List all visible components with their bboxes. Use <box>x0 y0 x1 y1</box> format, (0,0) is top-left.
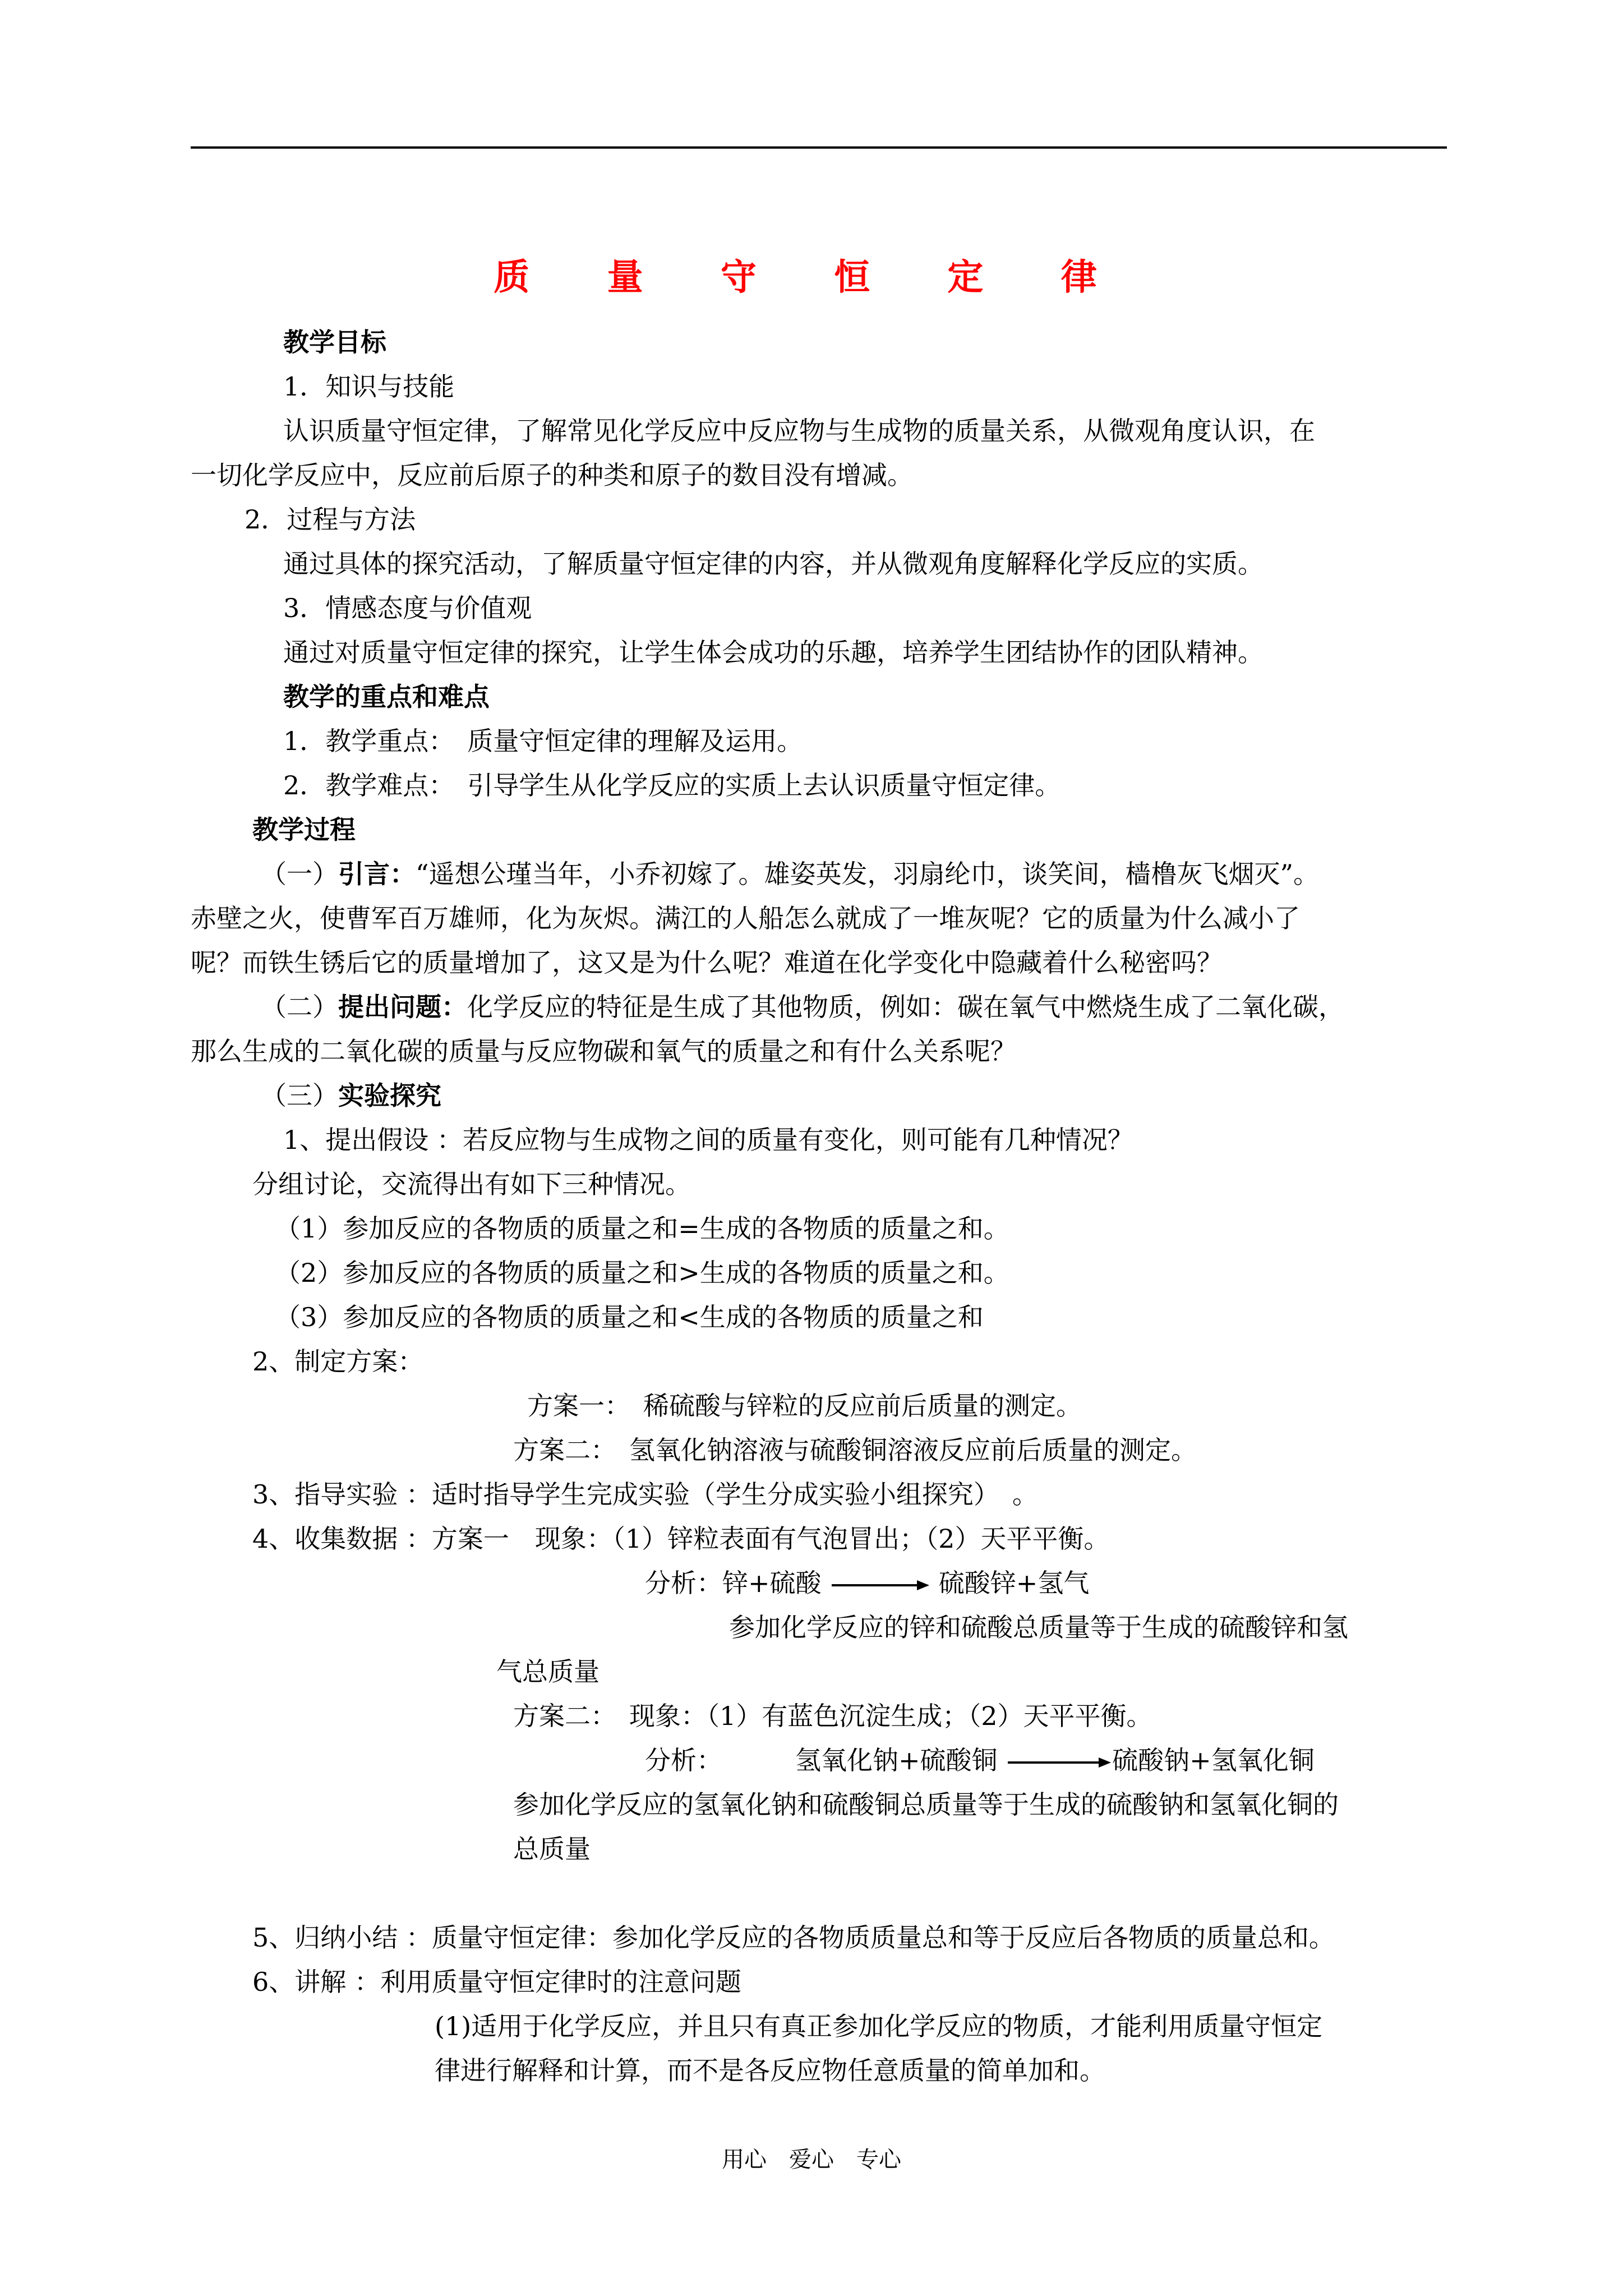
process-method-heading: 2．过程与方法 <box>245 504 416 535</box>
header-rule <box>191 146 1447 149</box>
intro-text-1: “遥想公瑾当年，小乔初嫁了。雄姿英发，羽扇纶巾，谈笑间，樯橹灰飞烟灭”。 <box>416 859 1320 889</box>
knowledge-text-2: 一切化学反应中，反应前后原子的种类和原子的数目没有增减。 <box>191 460 913 490</box>
process-method-text: 通过具体的探究活动，了解质量守恒定律的内容，并从微观角度解释化学反应的实质。 <box>283 549 1264 579</box>
note-1-line-2: 律进行解释和计算，而不是各反应物任意质量的简单加和。 <box>435 2055 1105 2086</box>
page-footer: 用心 爱心 专心 <box>722 2147 901 2173</box>
plan-1: 方案一： 稀硫酸与锌粒的反应前后质量的测定。 <box>527 1391 1082 1421</box>
analysis-2 <box>645 1743 1315 1777</box>
process-heading: 教学过程 <box>252 815 356 845</box>
explain: 6、讲解 ：利用质量守恒定律时的注意问题 <box>252 1967 741 1997</box>
case-3: （3）参加反应的各物质的质量之和<生成的各物质的质量之和 <box>275 1302 984 1332</box>
page-title: 质 量 守 恒 定 律 <box>494 256 1129 298</box>
intro-line-3: 呢？而铁生锈后它的质量增加了，这又是为什么呢？难道在化学变化中隐藏着什么秘密吗？ <box>191 947 1223 978</box>
intro-line-2: 赤壁之火，使曹军百万雄师，化为灰烬。满江的人船怎么就成了一堆灰呢？它的质量为什么减小了 <box>191 903 1300 933</box>
experiment-label: （三） <box>261 1080 338 1111</box>
question-bold: 提出问题： <box>338 992 467 1022</box>
analysis-2-text-2: 总质量 <box>513 1834 591 1864</box>
plan-2: 方案二： 氢氧化钠溶液与硫酸铜溶液反应前后质量的测定。 <box>513 1435 1197 1465</box>
knowledge-text-1: 认识质量守恒定律，了解常见化学反应中反应物与生成物的质量关系，从微观角度认识，在 <box>283 416 1315 446</box>
plan-2-phenomenon: 方案二： 现象：（1）有蓝色沉淀生成；（2）天平平衡。 <box>513 1701 1152 1731</box>
reaction-arrow-icon <box>829 1579 930 1592</box>
case-2: （2）参加反应的各物质的质量之和>生成的各物质的质量之和。 <box>275 1258 1009 1288</box>
analysis-2-reactants: 氢氧化钠+硫酸铜 <box>795 1745 998 1775</box>
analysis-2-label: 分析： <box>645 1745 722 1775</box>
summary: 5、归纳小结 ：质量守恒定律：参加化学反应的各物质质量总和等于反应后各物质的质量总和。 <box>252 1922 1335 1953</box>
analysis-1 <box>645 1566 1089 1600</box>
attitude-heading: 3．情感态度与价值观 <box>283 593 532 623</box>
question-text-1: 化学反应的特征是生成了其他物质，例如：碳在氧气中燃烧生成了二氧化碳， <box>467 992 1344 1022</box>
case-1: （1）参加反应的各物质的质量之和=生成的各物质的质量之和。 <box>275 1213 1009 1244</box>
intro-line-1 <box>261 857 1319 891</box>
analysis-1-label: 分析：锌+硫酸 <box>645 1568 822 1598</box>
key-point-difficulty: 2．教学难点： 引导学生从化学反应的实质上去认识质量守恒定律。 <box>283 770 1061 800</box>
objectives-heading: 教学目标 <box>283 327 386 357</box>
key-point-focus: 1．教学重点： 质量守恒定律的理解及运用。 <box>283 726 803 756</box>
analysis-2-product: 硫酸钠+氢氧化铜 <box>1112 1745 1315 1775</box>
note-1-line-1: (1)适用于化学反应，并且只有真正参加化学反应的物质，才能利用质量守恒定 <box>435 2011 1323 2041</box>
question-line-1 <box>261 990 1344 1024</box>
experiment-heading <box>261 1079 441 1112</box>
reaction-arrow-icon <box>1006 1756 1112 1769</box>
discussion: 分组讨论，交流得出有如下三种情况。 <box>252 1169 691 1199</box>
analysis-1-product: 硫酸锌+氢气 <box>938 1568 1090 1598</box>
experiment-bold: 实验探究 <box>338 1080 441 1111</box>
analysis-1-text-1: 参加化学反应的锌和硫酸总质量等于生成的硫酸锌和氢 <box>729 1612 1348 1642</box>
knowledge-heading: 1．知识与技能 <box>283 371 455 402</box>
intro-label: （一） <box>261 859 338 889</box>
key-points-heading: 教学的重点和难点 <box>283 682 490 712</box>
analysis-1-text-2: 气总质量 <box>496 1657 600 1687</box>
analysis-2-text-1: 参加化学反应的氢氧化钠和硫酸铜总质量等于生成的硫酸钠和氢氧化铜的 <box>513 1789 1339 1820</box>
question-label: （二） <box>261 992 338 1022</box>
attitude-text: 通过对质量守恒定律的探究，让学生体会成功的乐趣，培养学生团结协作的团队精神。 <box>283 637 1264 668</box>
hypothesis: 1、提出假设 ：若反应物与生成物之间的质量有变化，则可能有几种情况？ <box>283 1125 1133 1155</box>
question-line-2: 那么生成的二氧化碳的质量与反应物碳和氧气的质量之和有什么关系呢？ <box>191 1036 1016 1066</box>
intro-bold: 引言： <box>338 859 416 889</box>
guide-experiment: 3、指导实验 ：适时指导学生完成实验（学生分成实验小组探究） 。 <box>252 1479 1038 1510</box>
plan-heading: 2、制定方案： <box>252 1346 424 1377</box>
collect-data: 4、收集数据 ：方案一 现象：（1）锌粒表面有气泡冒出；（2）天平平衡。 <box>252 1524 1110 1554</box>
